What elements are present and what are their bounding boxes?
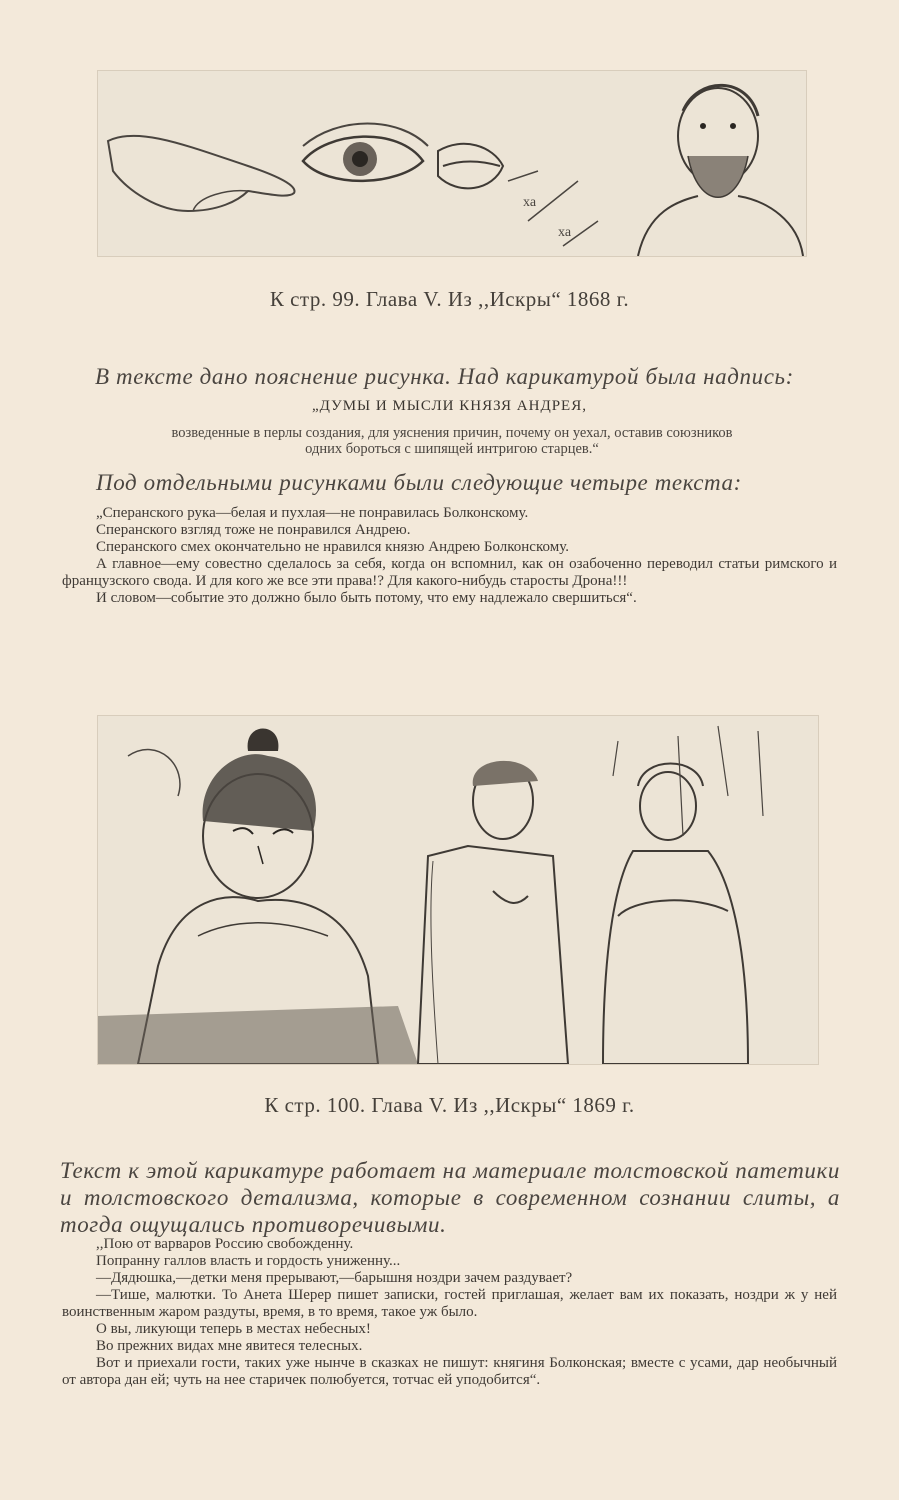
quote-line: И словом—событие это должно было быть потому, что ему надлежало свершиться“. — [96, 590, 637, 606]
engraving-woman-old-man-maid — [98, 716, 818, 1064]
caption-1869: К стр. 100. Глава V. Из ,,Искры“ 1869 г. — [264, 1093, 635, 1117]
caption-1868: К стр. 99. Глава V. Из ,,Искры“ 1868 г. — [269, 287, 630, 311]
quote-line: „Сперанского рука—белая и пухлая—не понравилась Болконскому. — [96, 505, 529, 521]
svg-text:ха: ха — [558, 225, 572, 240]
section2-quote — [62, 1236, 837, 1389]
quote-line: Сперанского смех окончательно не нравился князю Андрею Болконскому. — [96, 539, 569, 555]
illustration-caricature-1869 — [97, 715, 819, 1065]
quote-line: —Дядюшка,—детки меня прерывают,—барышня ноздри зачем раздувает? — [96, 1270, 573, 1286]
section1-subtitle-line1: возведенные в перлы создания, для уяснения причин, почему он уехал, оставив союзников — [171, 425, 733, 441]
engraving-hand-eye-mouth-portrait — [98, 71, 806, 256]
svg-text:ха: ха — [523, 195, 537, 210]
section1-heading: В тексте дано пояснение рисунка. Над карикатурой была надпись: — [95, 364, 794, 389]
section1-title-line: „ДУМЫ И МЫСЛИ КНЯЗЯ АНДРЕЯ, — [312, 398, 587, 414]
section1-quote — [62, 505, 837, 607]
quote-line: —Тише, малютки. То Анета Шерер пишет записки, гостей приглашая, желает вам их показать, ноздри ж у ней воинственным жаром раздуты, время, в то время, такое уж было. — [62, 1287, 837, 1320]
quote-line: А главное—ему совестно сделалось за себя, когда он вспомнил, как он озабоченно переводил статьи римского и французского свода. И для кого же все эти права!? Для какого-нибудь старосты Дрона!!! — [62, 556, 837, 589]
quote-line: Сперанского взгляд тоже не понравился Андрею. — [96, 522, 411, 538]
section1-heading2: Под отдельными рисунками были следующие четыре текста: — [96, 470, 742, 495]
quote-line: Во прежних видах мне явитеся телесных. — [96, 1338, 363, 1354]
quote-line: О вы, ликующи теперь в местах небесных! — [96, 1321, 371, 1337]
section1-subtitle-line2: одних бороться с шипящей интригою старцев.“ — [305, 441, 599, 457]
quote-line: Попранну галлов власть и гордость униженну... — [96, 1253, 401, 1269]
quote-line: ,,Пою от варваров Россию свобожденну. — [96, 1236, 354, 1252]
illustration-caricature-1868 — [97, 70, 807, 257]
section2-heading: Текст к этой карикатуре работает на материале толстовской патетики и толстовского детализма, которые в современном сознании слиты, а тогда ощущались противоречивыми. — [60, 1158, 840, 1237]
quote-line: Вот и приехали гости, таких уже нынче в сказках не пишут: княгиня Болконская; вместе с усами, дар необычный от автора дан ей; чуть на нее старичек полюбуется, тотчас ей уподобится“. — [62, 1355, 837, 1388]
